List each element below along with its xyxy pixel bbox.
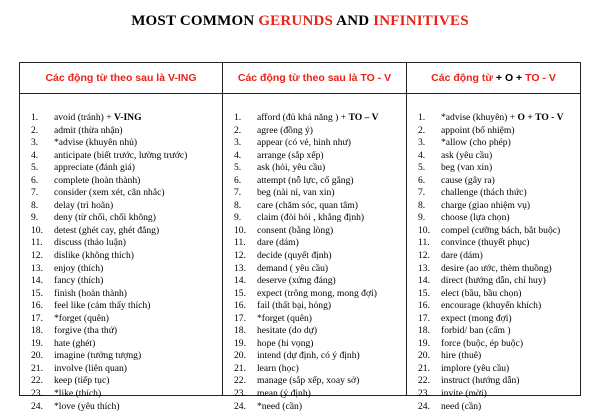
item-pattern: TO – V <box>348 112 379 123</box>
list-item <box>234 137 404 150</box>
column-to-v <box>223 63 407 412</box>
item-text: care (chăm sóc, quan tâm) <box>257 199 358 211</box>
item-number: 12. <box>31 250 43 262</box>
item-number: 23. <box>418 388 430 400</box>
item-text: hate (ghét) <box>54 337 96 349</box>
list-item <box>418 137 578 150</box>
list-item <box>31 363 220 376</box>
list-item <box>234 300 404 313</box>
list-item <box>31 125 220 138</box>
list-item <box>418 300 578 313</box>
item-number: 16. <box>31 300 43 312</box>
list-item <box>234 350 404 363</box>
list-item <box>31 388 220 401</box>
list-item <box>234 313 404 326</box>
item-text: appoint (bổ nhiệm) <box>441 124 515 136</box>
list-item <box>418 363 578 376</box>
list-item <box>234 150 404 163</box>
item-number: 8. <box>31 199 39 211</box>
item-number: 14. <box>418 275 430 287</box>
item-number: 6. <box>234 174 242 186</box>
item-text: implore (yêu cầu) <box>441 362 510 374</box>
item-number: 11. <box>31 237 43 249</box>
item-pattern: O + TO - V <box>517 112 564 123</box>
list-item <box>31 237 220 250</box>
item-text: enjoy (thích) <box>54 262 104 274</box>
list-item <box>418 150 578 163</box>
column-header-v-ing: Các động từ theo sau là V-ING <box>20 63 222 94</box>
item-number: 14. <box>31 275 43 287</box>
list-item <box>31 325 220 338</box>
list-item <box>31 162 220 175</box>
item-number: 1. <box>31 112 39 123</box>
item-number: 5. <box>31 162 39 174</box>
item-text: finish (hoàn thành) <box>54 287 128 299</box>
item-text: dare (dám) <box>441 250 483 262</box>
list-item <box>418 225 578 238</box>
item-number: 2. <box>31 124 39 136</box>
item-number: 13. <box>234 262 246 274</box>
list-item <box>234 225 404 238</box>
item-number: 9. <box>234 212 242 224</box>
item-text: challenge (thách thức) <box>441 187 527 199</box>
item-text: involve (liên quan) <box>54 362 127 374</box>
item-number: 22. <box>234 375 246 387</box>
item-text: mean (ý định) <box>257 388 311 400</box>
item-number: 9. <box>418 212 426 224</box>
item-text: forgive (tha thứ) <box>54 325 118 337</box>
item-text: feel like (cảm thấy thích) <box>54 300 151 312</box>
item-number: 7. <box>418 187 426 199</box>
list-item <box>418 162 578 175</box>
list-item <box>418 375 578 388</box>
item-text: manage (sắp xếp, xoay sở) <box>257 375 360 387</box>
verb-list-v-ing <box>31 112 220 413</box>
item-text: compel (cưỡng bách, bắt buộc) <box>441 224 561 236</box>
item-text: consent (bằng lòng) <box>257 224 334 236</box>
list-item <box>234 388 404 401</box>
item-number: 24. <box>418 400 430 412</box>
item-number: 2. <box>418 124 426 136</box>
item-text: dare (dám) <box>257 237 299 249</box>
item-text: hope (hi vọng) <box>257 337 314 349</box>
item-number: 16. <box>234 300 246 312</box>
item-text: afford (đủ khả năng ) + TO – V <box>257 112 379 123</box>
item-number: 6. <box>31 174 39 186</box>
item-text: imagine (tưởng tượng) <box>54 350 142 362</box>
item-number: 13. <box>31 262 43 274</box>
list-item <box>418 288 578 301</box>
item-text: *need (cần) <box>257 400 303 412</box>
list-item <box>234 263 404 276</box>
item-text: *forget (quên) <box>54 312 109 324</box>
item-number: 18. <box>418 325 430 337</box>
item-number: 21. <box>234 362 246 374</box>
verb-list-to-v <box>234 112 404 413</box>
item-number: 2. <box>234 124 242 136</box>
item-pattern: V-ING <box>114 112 142 123</box>
list-item <box>234 288 404 301</box>
list-item <box>234 250 404 263</box>
item-number: 15. <box>234 287 246 299</box>
item-number: 17. <box>234 312 246 324</box>
item-number: 10. <box>418 224 430 236</box>
item-text: deserve (xứng đáng) <box>257 275 336 287</box>
item-number: 12. <box>234 250 246 262</box>
item-text: hire (thuê) <box>441 350 482 362</box>
item-text: fancy (thích) <box>54 275 104 287</box>
list-item <box>234 112 404 125</box>
item-number: 1. <box>418 112 426 123</box>
item-text: appreciate (đánh giá) <box>54 162 135 174</box>
item-text: charge (giao nhiệm vụ) <box>441 199 531 211</box>
list-item <box>234 401 404 414</box>
list-item <box>234 325 404 338</box>
item-number: 19. <box>234 337 246 349</box>
item-text: beg (van xin) <box>441 162 493 174</box>
item-text: ask (yêu cầu) <box>441 149 493 161</box>
item-text: admit (thừa nhận) <box>54 124 123 136</box>
item-text: *advise (khuyên) + O + TO - V <box>441 112 564 123</box>
list-item <box>418 275 578 288</box>
item-text: learn (học) <box>257 362 299 374</box>
item-number: 24. <box>31 400 43 412</box>
item-number: 1. <box>234 112 242 123</box>
item-text: invite (mời) <box>441 388 487 400</box>
column-header-to-v: Các động từ theo sau là TO - V <box>223 63 406 94</box>
item-number: 23. <box>234 388 246 400</box>
item-text: agree (đồng ý) <box>257 124 313 136</box>
item-number: 14. <box>234 275 246 287</box>
item-number: 3. <box>234 137 242 149</box>
item-text: choose (lựa chọn) <box>441 212 510 224</box>
item-number: 5. <box>418 162 426 174</box>
item-text: beg (nài nỉ, van xin) <box>257 187 335 199</box>
verb-table <box>19 62 581 412</box>
item-text: arrange (sắp xếp) <box>257 149 324 161</box>
list-item <box>31 375 220 388</box>
item-text: *advise (khuyên nhủ) <box>54 137 138 149</box>
verb-list-o-to-v <box>418 112 578 413</box>
list-item <box>31 275 220 288</box>
item-number: 10. <box>234 224 246 236</box>
column-v-ing <box>20 63 223 412</box>
list-item <box>234 212 404 225</box>
item-text: hesitate (do dự) <box>257 325 318 337</box>
item-number: 17. <box>418 312 430 324</box>
item-number: 20. <box>234 350 246 362</box>
item-text: appear (có vẻ, hình như) <box>257 137 351 149</box>
item-number: 19. <box>31 337 43 349</box>
item-number: 5. <box>234 162 242 174</box>
list-item <box>234 200 404 213</box>
item-number: 15. <box>418 287 430 299</box>
column-o-to-v <box>407 63 580 412</box>
item-text: need (cần) <box>441 400 482 412</box>
item-number: 4. <box>234 149 242 161</box>
item-text: encourage (khuyến khích) <box>441 300 542 312</box>
item-text: forbid/ ban (cấm ) <box>441 325 511 337</box>
item-text: deny (từ chối, chối không) <box>54 212 156 224</box>
item-text: detest (ghét cay, ghét đắng) <box>54 224 160 236</box>
list-item <box>418 200 578 213</box>
list-item <box>418 263 578 276</box>
list-item <box>418 313 578 326</box>
item-number: 11. <box>418 237 430 249</box>
list-item <box>418 338 578 351</box>
list-item <box>31 225 220 238</box>
list-item <box>31 313 220 326</box>
item-text: instruct (hướng dẫn) <box>441 375 520 387</box>
list-item <box>418 388 578 401</box>
list-item <box>418 187 578 200</box>
list-item <box>418 112 578 125</box>
item-number: 20. <box>418 350 430 362</box>
list-item <box>234 375 404 388</box>
item-text: dislike (không thích) <box>54 250 134 262</box>
item-text: fail (thất bại, hỏng) <box>257 300 332 312</box>
item-number: 4. <box>418 149 426 161</box>
item-text: anticipate (biết trước, lường trước) <box>54 149 188 161</box>
list-item <box>31 112 220 125</box>
item-text: demand ( yêu cầu) <box>257 262 329 274</box>
item-text: *allow (cho phép) <box>441 137 511 149</box>
item-text: force (buộc, ép buộc) <box>441 337 524 349</box>
item-text: *love (yêu thích) <box>54 400 120 412</box>
list-item <box>418 325 578 338</box>
item-number: 3. <box>31 137 39 149</box>
item-text: ask (hỏi, yêu cầu) <box>257 162 326 174</box>
item-text: consider (xem xét, cân nhắc) <box>54 187 165 199</box>
list-item <box>31 175 220 188</box>
item-text: expect (trông mong, mong đợi) <box>257 287 377 299</box>
list-item <box>31 150 220 163</box>
item-number: 18. <box>234 325 246 337</box>
list-item <box>31 338 220 351</box>
list-item <box>31 187 220 200</box>
item-text: avoid (tránh) + V-ING <box>54 112 142 123</box>
column-header-o-to-v: Các động từ + O + TO - V <box>407 63 580 94</box>
item-number: 7. <box>234 187 242 199</box>
list-item <box>234 162 404 175</box>
item-text: convince (thuyết phục) <box>441 237 530 249</box>
item-number: 8. <box>234 199 242 211</box>
list-item <box>418 250 578 263</box>
list-item <box>418 401 578 414</box>
item-text: complete (hoàn thành) <box>54 174 141 186</box>
item-number: 19. <box>418 337 430 349</box>
list-item <box>234 338 404 351</box>
list-item <box>418 175 578 188</box>
item-text: direct (hướng dẫn, chỉ huy) <box>441 275 546 287</box>
list-item <box>418 212 578 225</box>
list-item <box>418 350 578 363</box>
list-item <box>31 250 220 263</box>
list-item <box>31 401 220 414</box>
item-text: *forget (quên) <box>257 312 312 324</box>
item-number: 13. <box>418 262 430 274</box>
list-item <box>418 237 578 250</box>
item-text: expect (mong đợi) <box>441 312 512 324</box>
item-text: elect (bầu, bầu chọn) <box>441 287 522 299</box>
item-number: 15. <box>31 287 43 299</box>
list-item <box>31 288 220 301</box>
list-item <box>234 275 404 288</box>
item-number: 22. <box>31 375 43 387</box>
item-number: 21. <box>31 362 43 374</box>
item-text: decide (quyết định) <box>257 250 332 262</box>
list-item <box>234 125 404 138</box>
list-item <box>31 200 220 213</box>
item-text: delay (trì hoãn) <box>54 199 114 211</box>
list-item <box>31 212 220 225</box>
item-text: *like (thích) <box>54 388 102 400</box>
list-item <box>31 263 220 276</box>
item-number: 20. <box>31 350 43 362</box>
item-number: 10. <box>31 224 43 236</box>
item-number: 24. <box>234 400 246 412</box>
item-number: 18. <box>31 325 43 337</box>
item-text: claim (đòi hỏi , khẳng định) <box>257 212 365 224</box>
item-text: attempt (nỗ lực, cố gắng) <box>257 174 354 186</box>
item-text: keep (tiếp tục) <box>54 375 110 387</box>
item-number: 6. <box>418 174 426 186</box>
list-item <box>234 187 404 200</box>
item-number: 17. <box>31 312 43 324</box>
list-item <box>418 125 578 138</box>
item-number: 8. <box>418 199 426 211</box>
item-number: 21. <box>418 362 430 374</box>
page-title: MOST COMMON GERUNDS AND INFINITIVES <box>131 13 469 29</box>
item-number: 3. <box>418 137 426 149</box>
item-number: 16. <box>418 300 430 312</box>
item-number: 9. <box>31 212 39 224</box>
item-text: cause (gây ra) <box>441 174 495 186</box>
list-item <box>31 300 220 313</box>
list-item <box>234 175 404 188</box>
item-text: discuss (thảo luận) <box>54 237 126 249</box>
item-number: 23. <box>31 388 43 400</box>
list-item <box>234 363 404 376</box>
item-number: 12. <box>418 250 430 262</box>
list-item <box>234 237 404 250</box>
item-number: 7. <box>31 187 39 199</box>
item-number: 4. <box>31 149 39 161</box>
list-item <box>31 350 220 363</box>
item-text: desire (ao ước, thèm thuồng) <box>441 262 552 274</box>
item-number: 22. <box>418 375 430 387</box>
list-item <box>31 137 220 150</box>
item-number: 11. <box>234 237 246 249</box>
item-text: intend (dự định, có ý định) <box>257 350 360 362</box>
